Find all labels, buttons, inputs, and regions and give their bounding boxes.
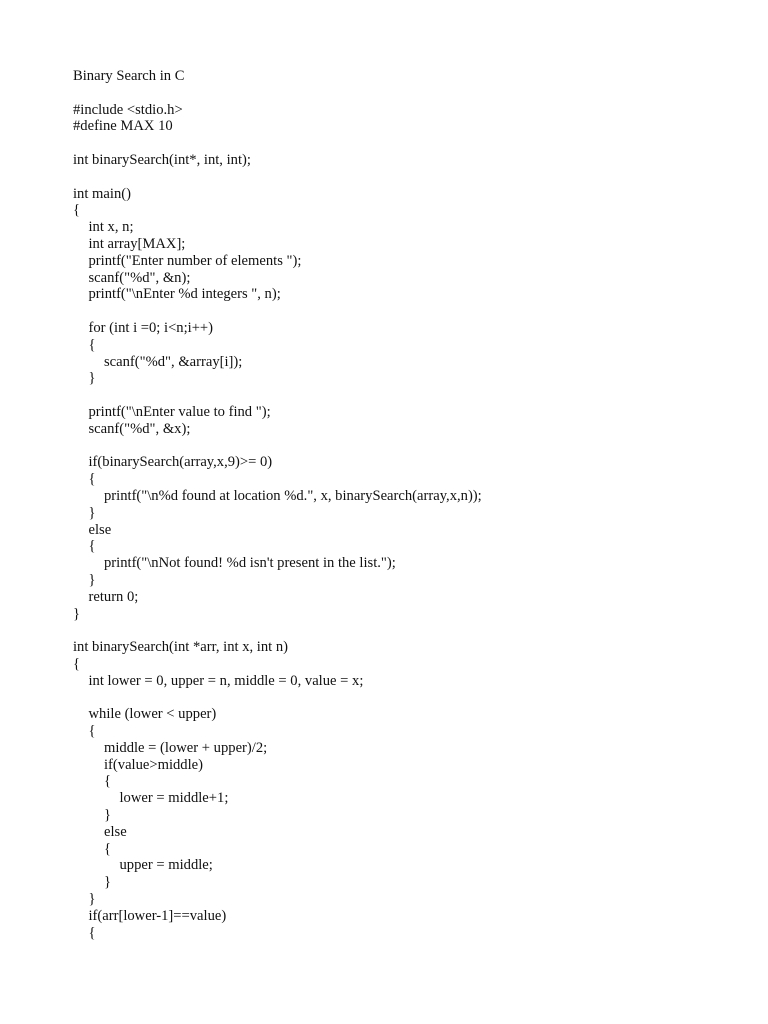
code-line: } <box>73 605 81 622</box>
code-line: upper = middle; <box>119 857 213 874</box>
code-line: { <box>73 202 81 219</box>
blank-line <box>73 689 733 706</box>
code-line: scanf("%d", &n); <box>88 269 191 286</box>
code-line: } <box>88 504 96 521</box>
code-line: printf("Enter number of elements "); <box>88 252 302 269</box>
code-line: return 0; <box>88 588 139 605</box>
code-line: printf("\n%d found at location %d.", x, binarySearch(array,x,n)); <box>104 487 482 504</box>
code-line: scanf("%d", &x); <box>88 420 191 437</box>
code-line: int x, n; <box>88 219 134 236</box>
code-line: int binarySearch(int*, int, int); <box>73 151 251 168</box>
code-line: { <box>88 924 96 941</box>
code-line: lower = middle+1; <box>119 790 229 807</box>
code-line: middle = (lower + upper)/2; <box>104 739 268 756</box>
code-line: if(arr[lower-1]==value) <box>88 907 227 924</box>
code-line: } <box>88 370 96 387</box>
blank-line <box>73 622 733 639</box>
code-line: for (int i =0; i<n;i++) <box>88 319 214 336</box>
code-line: { <box>88 723 96 740</box>
blank-line <box>73 438 733 455</box>
blank-line <box>73 135 733 152</box>
code-line: #define MAX 10 <box>73 118 173 135</box>
code-line: else <box>104 823 127 840</box>
code-line: } <box>104 874 112 891</box>
code-line: { <box>88 336 96 353</box>
code-line: int array[MAX]; <box>88 235 186 252</box>
code-line: } <box>88 571 96 588</box>
blank-line <box>73 387 733 404</box>
code-line: { <box>88 538 96 555</box>
code-line: int binarySearch(int *arr, int x, int n) <box>73 639 289 656</box>
code-line: while (lower < upper) <box>88 706 217 723</box>
blank-line <box>73 85 733 102</box>
code-line: scanf("%d", &array[i]); <box>104 353 243 370</box>
code-line: int lower = 0, upper = n, middle = 0, value = x; <box>88 672 364 689</box>
blank-line <box>73 303 733 320</box>
code-line: #include <stdio.h> <box>73 101 183 118</box>
code-line: if(binarySearch(array,x,9)>= 0) <box>88 454 273 471</box>
code-line: } <box>88 891 96 908</box>
code-line: } <box>104 807 112 824</box>
code-line: printf("\nNot found! %d isn't present in the list."); <box>104 555 396 572</box>
code-line: { <box>104 773 112 790</box>
code-line: if(value>middle) <box>104 756 203 773</box>
code-line: { <box>73 655 81 672</box>
document-title: Binary Search in C <box>73 68 185 84</box>
blank-line <box>73 169 733 186</box>
document-page <box>73 68 733 941</box>
code-line: printf("\nEnter value to find "); <box>88 403 271 420</box>
code-line: else <box>88 521 112 538</box>
code-line: printf("\nEnter %d integers ", n); <box>88 286 281 303</box>
code-line: { <box>104 840 112 857</box>
code-line: { <box>88 471 96 488</box>
code-line: int main() <box>73 185 131 202</box>
